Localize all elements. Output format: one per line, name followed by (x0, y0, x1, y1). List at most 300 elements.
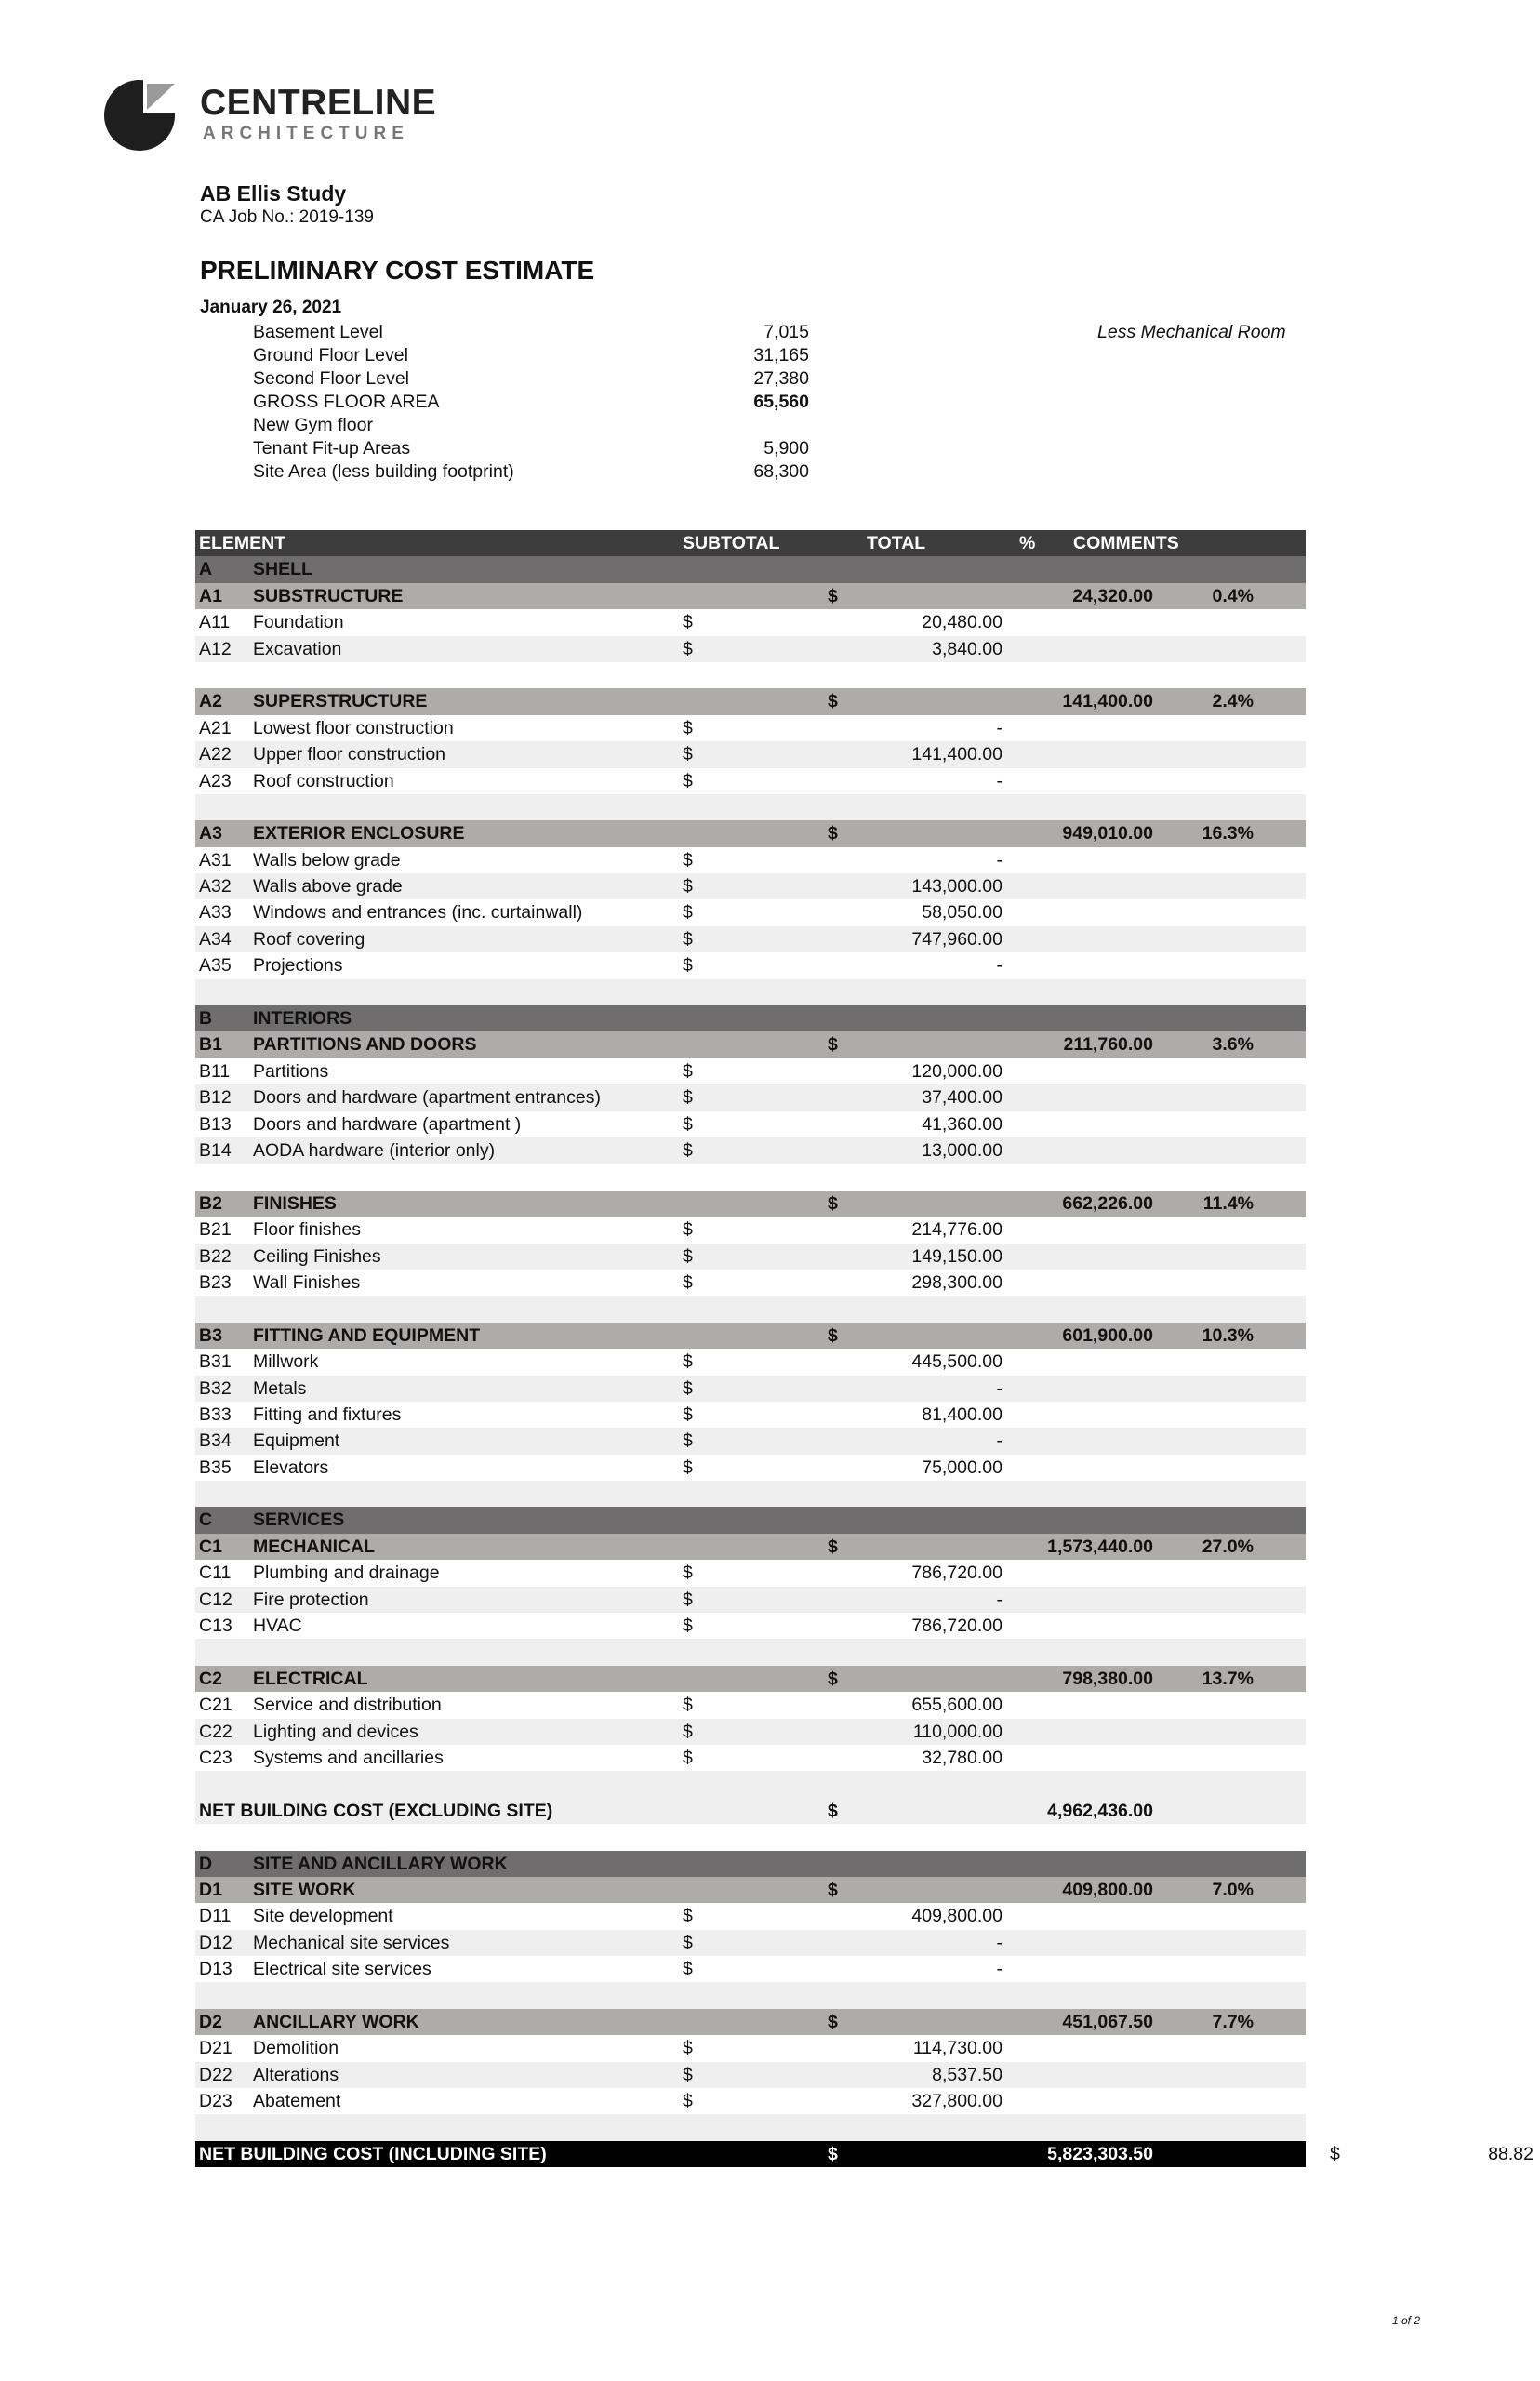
element-code: D23 (199, 2091, 232, 2112)
table-row (195, 2088, 1306, 2114)
currency-symbol: $ (828, 691, 838, 712)
currency-symbol: $ (683, 1695, 693, 1716)
element-code: B22 (199, 1245, 232, 1267)
project-title: AB Ellis Study (200, 181, 347, 206)
element-code: C23 (199, 1747, 232, 1768)
document-title: PRELIMINARY COST ESTIMATE (200, 256, 595, 285)
spacer-row (195, 2114, 1306, 2140)
percent-value: 11.4% (1202, 1192, 1254, 1214)
subtotal-value: 58,050.00 (922, 902, 1002, 924)
subtotal-value: 327,800.00 (911, 2091, 1002, 2112)
table-row (195, 1270, 1306, 1296)
element-code: D13 (199, 1959, 232, 1980)
subtotal-value: - (996, 1377, 1002, 1399)
subtotal-value: 747,960.00 (911, 928, 1002, 950)
table-row (195, 1428, 1306, 1454)
element-name: Plumbing and drainage (253, 1563, 440, 1584)
subtotal-value: 409,800.00 (911, 1906, 1002, 1927)
table-row (195, 1137, 1306, 1164)
currency-symbol: $ (683, 955, 693, 977)
area-label: Ground Floor Level (253, 345, 408, 366)
currency-symbol: $ (683, 1457, 693, 1478)
table-row (195, 2062, 1306, 2088)
division-row (195, 1851, 1306, 1877)
table-row (195, 1692, 1306, 1718)
header-element: ELEMENT (199, 533, 286, 553)
element-code: A31 (199, 849, 232, 871)
element-name: SUPERSTRUCTURE (253, 691, 428, 712)
subtotal-value: - (996, 849, 1002, 871)
element-name: INTERIORS (253, 1008, 352, 1030)
currency-symbol: $ (828, 1800, 838, 1821)
table-row (195, 1376, 1306, 1402)
subtotal-value: 3,840.00 (932, 638, 1002, 659)
subtotal-value: 32,780.00 (922, 1747, 1002, 1768)
table-row (195, 926, 1306, 952)
element-name: PARTITIONS AND DOORS (253, 1034, 477, 1056)
table-row (195, 952, 1306, 978)
subtotal-value: 114,730.00 (912, 2038, 1002, 2059)
currency-symbol: $ (683, 1589, 693, 1610)
element-name: SUBSTRUCTURE (253, 585, 404, 606)
area-row (253, 344, 1313, 367)
subtotal-value: - (996, 1959, 1002, 1980)
area-label: Basement Level (253, 322, 383, 342)
section-row (195, 1877, 1306, 1903)
table-row (195, 1903, 1306, 1929)
section-row (195, 1031, 1306, 1057)
element-name: Foundation (253, 612, 344, 633)
brand-subtitle: ARCHITECTURE (203, 124, 409, 143)
element-name: SERVICES (253, 1510, 345, 1531)
element-name: Floor finishes (253, 1219, 361, 1241)
element-name: Upper floor construction (253, 744, 446, 765)
element-name: SHELL (253, 559, 312, 580)
section-row (195, 2009, 1306, 2035)
spacer-row (195, 1296, 1306, 1322)
total-value: 1,573,440.00 (1047, 1536, 1153, 1557)
section-row (195, 583, 1306, 609)
currency-symbol: $ (683, 1721, 693, 1742)
currency-symbol: $ (683, 1906, 693, 1927)
element-code: A22 (199, 744, 232, 765)
currency-symbol: $ (683, 638, 693, 659)
currency-symbol: $ (683, 1351, 693, 1373)
table-row (195, 2035, 1306, 2061)
element-code: C1 (199, 1536, 222, 1557)
currency-symbol: $ (683, 1271, 693, 1293)
subtotal-value: - (996, 717, 1002, 738)
element-name: Equipment (253, 1430, 340, 1452)
currency-symbol: $ (828, 1668, 838, 1689)
element-code: C (199, 1510, 213, 1531)
spacer-row (195, 794, 1306, 820)
element-name: Doors and hardware (apartment ) (253, 1113, 522, 1135)
element-name: Roof construction (253, 770, 394, 791)
table-row (195, 1349, 1306, 1375)
subtotal-value: 786,720.00 (911, 1563, 1002, 1584)
element-name: Lighting and devices (253, 1721, 418, 1742)
table-row (195, 1587, 1306, 1613)
spacer-row (195, 1771, 1306, 1797)
element-name: Roof covering (253, 928, 365, 950)
header-percent: % (1019, 533, 1036, 553)
element-name: Windows and entrances (inc. curtainwall) (253, 902, 583, 924)
table-row (195, 1244, 1306, 1270)
total-value: 211,760.00 (1063, 1034, 1153, 1056)
element-code: B21 (199, 1219, 232, 1241)
subtotal-value: 41,360.00 (922, 1113, 1002, 1135)
total-value: 662,226.00 (1062, 1192, 1153, 1214)
spacer-row (195, 1639, 1306, 1665)
area-value: 27,380 (753, 368, 809, 389)
header-subtotal: SUBTOTAL (683, 533, 780, 553)
element-code: A (199, 559, 213, 580)
area-row (253, 414, 1313, 437)
currency-symbol: $ (683, 2038, 693, 2059)
spacer-row (195, 662, 1306, 688)
element-code: A2 (199, 691, 222, 712)
element-code: B23 (199, 1271, 232, 1293)
area-row (253, 437, 1313, 460)
element-code: B13 (199, 1113, 232, 1135)
division-row (195, 1507, 1306, 1533)
element-code: A21 (199, 717, 232, 738)
element-code: A23 (199, 770, 232, 791)
element-code: A12 (199, 638, 232, 659)
element-name: ELECTRICAL (253, 1668, 368, 1689)
element-code: C2 (199, 1668, 222, 1689)
element-name: Elevators (253, 1457, 329, 1478)
element-code: B (199, 1008, 213, 1030)
table-row (195, 1956, 1306, 1982)
brand-name: CENTRELINE (200, 83, 437, 123)
table-row (195, 847, 1306, 873)
table-row (195, 636, 1306, 662)
element-name: Millwork (253, 1351, 319, 1373)
area-value: 5,900 (763, 438, 809, 459)
total-value: 451,067.50 (1062, 2011, 1153, 2032)
element-code: B11 (199, 1060, 231, 1082)
table-row (195, 609, 1306, 635)
element-code: D2 (199, 2011, 222, 2032)
subtotal-value: - (996, 1430, 1002, 1452)
area-label: Tenant Fit-up Areas (253, 438, 411, 459)
element-name: Partitions (253, 1060, 329, 1082)
element-code: D21 (199, 2038, 232, 2059)
percent-value: 27.0% (1201, 1536, 1254, 1557)
element-name: Walls above grade (253, 876, 403, 898)
element-name: Demolition (253, 2038, 339, 2059)
currency-symbol: $ (683, 1377, 693, 1399)
element-name: Mechanical site services (253, 1932, 450, 1953)
element-name: NET BUILDING COST (EXCLUDING SITE) (199, 1800, 553, 1821)
currency-symbol: $ (683, 612, 693, 633)
section-row (195, 820, 1306, 846)
currency-symbol: $ (683, 717, 693, 738)
currency-symbol: $ (1330, 2143, 1340, 2164)
currency-symbol: $ (683, 876, 693, 898)
area-row (253, 367, 1313, 391)
currency-symbol: $ (683, 1139, 693, 1161)
element-name: Service and distribution (253, 1695, 442, 1716)
element-code: C12 (199, 1589, 232, 1610)
element-name: Doors and hardware (apartment entrances) (253, 1087, 601, 1109)
subtotal-value: - (996, 1932, 1002, 1953)
total-value: 4,962,436.00 (1047, 1800, 1153, 1821)
element-name: FINISHES (253, 1192, 337, 1214)
element-name: Wall Finishes (253, 1271, 361, 1293)
total-value: 141,400.00 (1062, 691, 1153, 712)
currency-symbol: $ (828, 823, 838, 845)
subtotal-value: 81,400.00 (922, 1403, 1002, 1425)
percent-value: 3.6% (1212, 1034, 1254, 1056)
total-value: 24,320.00 (1072, 585, 1153, 606)
table-row (195, 1455, 1306, 1481)
currency-symbol: $ (828, 585, 838, 606)
subtotal-value: 655,600.00 (911, 1695, 1002, 1716)
currency-symbol: $ (683, 1616, 693, 1637)
subtotal-value: 13,000.00 (922, 1139, 1002, 1161)
element-code: B2 (199, 1192, 222, 1214)
currency-symbol: $ (683, 902, 693, 924)
currency-symbol: $ (683, 1747, 693, 1768)
subtotal-value: 214,776.00 (911, 1219, 1002, 1241)
element-name: Abatement (253, 2091, 341, 2112)
subtotal-value: 141,400.00 (911, 744, 1002, 765)
currency-symbol: $ (683, 770, 693, 791)
area-label: New Gym floor (253, 415, 373, 435)
section-row (195, 1666, 1306, 1692)
element-code: D22 (199, 2064, 232, 2085)
spacer-row (195, 1824, 1306, 1850)
percent-value: 10.3% (1201, 1324, 1254, 1346)
subtotal-value: 75,000.00 (922, 1457, 1002, 1478)
element-name: FITTING AND EQUIPMENT (253, 1324, 481, 1346)
subtotal-value: 8,537.50 (932, 2064, 1002, 2085)
area-row (253, 460, 1313, 484)
element-name: Fire protection (253, 1589, 369, 1610)
total-value: 949,010.00 (1062, 823, 1153, 845)
element-name: Alterations (253, 2064, 339, 2085)
element-name: SITE WORK (253, 1879, 356, 1900)
section-row (195, 1534, 1306, 1560)
element-name: EXTERIOR ENCLOSURE (253, 823, 465, 845)
subtotal-value: - (996, 955, 1002, 977)
element-name: Site development (253, 1906, 393, 1927)
area-value: 68,300 (753, 461, 809, 482)
currency-symbol: $ (683, 1113, 693, 1135)
table-row (195, 715, 1306, 741)
currency-symbol: $ (828, 1324, 838, 1346)
section-row (195, 1190, 1306, 1217)
table-row (195, 1402, 1306, 1428)
element-name: HVAC (253, 1616, 302, 1637)
element-name: Projections (253, 955, 343, 977)
element-name: Systems and ancillaries (253, 1747, 444, 1768)
division-row (195, 556, 1306, 582)
table-row (195, 1560, 1306, 1586)
total-value: 601,900.00 (1062, 1324, 1153, 1346)
currency-symbol: $ (683, 1245, 693, 1267)
table-header-row (195, 530, 1306, 556)
table-row (195, 1613, 1306, 1639)
currency-symbol: $ (683, 928, 693, 950)
spacer-row (195, 1982, 1306, 2008)
currency-symbol: $ (683, 849, 693, 871)
element-name: Electrical site services (253, 1959, 431, 1980)
currency-symbol: $ (683, 1430, 693, 1452)
section-row (195, 1323, 1306, 1349)
total-value: 798,380.00 (1062, 1668, 1153, 1689)
element-name: ANCILLARY WORK (253, 2011, 419, 2032)
currency-symbol: $ (828, 2011, 838, 2032)
element-code: B31 (199, 1351, 232, 1373)
table-row (195, 1058, 1306, 1084)
spacer-row (195, 2167, 1306, 2193)
division-row (195, 1005, 1306, 1031)
subtotal-value: 110,000.00 (912, 1721, 1002, 1742)
element-code: B14 (199, 1139, 232, 1161)
section-row (195, 688, 1306, 714)
table-row (195, 1111, 1306, 1137)
element-name: AODA hardware (interior only) (253, 1139, 496, 1161)
currency-symbol: $ (828, 1192, 838, 1214)
element-code: B32 (199, 1377, 232, 1399)
document-date: January 26, 2021 (200, 298, 342, 317)
element-code: A3 (199, 823, 222, 845)
cost-estimate-table (195, 530, 1533, 2194)
page-number: 1 of 2 (1392, 2314, 1421, 2327)
element-name: NET BUILDING COST (INCLUDING SITE) (199, 2143, 547, 2164)
area-label: Second Floor Level (253, 368, 410, 389)
percent-value: 13.7% (1201, 1668, 1254, 1689)
currency-symbol: $ (828, 1536, 838, 1557)
subtotal-value: 445,500.00 (911, 1351, 1002, 1373)
element-code: B35 (199, 1457, 232, 1478)
area-value: 65,560 (753, 392, 809, 412)
element-code: A11 (199, 612, 231, 633)
element-code: B1 (199, 1034, 222, 1056)
element-code: C21 (199, 1695, 232, 1716)
subtotal-value: 786,720.00 (911, 1616, 1002, 1637)
element-code: A34 (199, 928, 232, 950)
element-code: B34 (199, 1430, 232, 1452)
job-number: CA Job No.: 2019-139 (200, 207, 374, 227)
currency-symbol: $ (828, 1879, 838, 1900)
currency-symbol: $ (828, 1034, 838, 1056)
table-row (195, 1745, 1306, 1771)
table-row (195, 741, 1306, 767)
area-row (253, 321, 1313, 344)
centreline-logo-icon (102, 79, 180, 152)
element-code: B12 (199, 1087, 232, 1109)
element-code: B3 (199, 1324, 222, 1346)
element-code: D11 (199, 1906, 232, 1927)
currency-symbol: $ (683, 1932, 693, 1953)
header-total: TOTAL (867, 533, 926, 553)
element-code: A35 (199, 955, 232, 977)
spacer-row (195, 1481, 1306, 1507)
total-value: 5,823,303.50 (1047, 2143, 1153, 2164)
spacer-row (195, 1164, 1306, 1190)
subtotal-value: - (996, 770, 1002, 791)
subtotal-value: 120,000.00 (911, 1060, 1002, 1082)
table-row (195, 873, 1306, 899)
currency-symbol: $ (683, 1403, 693, 1425)
element-code: D12 (199, 1932, 232, 1953)
area-value: 31,165 (753, 345, 809, 366)
percent-value: 0.4% (1212, 585, 1254, 606)
currency-symbol: $ (683, 1087, 693, 1109)
element-name: Excavation (253, 638, 342, 659)
element-code: A33 (199, 902, 232, 924)
element-name: Walls below grade (253, 849, 401, 871)
area-label: GROSS FLOOR AREA (253, 392, 440, 412)
subtotal-value: 149,150.00 (911, 1245, 1002, 1267)
percent-value: 7.7% (1212, 2011, 1254, 2032)
element-code: D1 (199, 1879, 222, 1900)
area-label: Site Area (less building footprint) (253, 461, 514, 482)
element-code: C22 (199, 1721, 232, 1742)
cost-per-area-value: 88.82 (1488, 2143, 1533, 2164)
table-row (195, 899, 1306, 925)
table-row (195, 1719, 1306, 1745)
currency-symbol: $ (683, 1219, 693, 1241)
subtotal-value: 143,000.00 (911, 876, 1002, 898)
grand-total-row (195, 2141, 1533, 2167)
table-row (195, 1084, 1306, 1111)
area-value: 7,015 (763, 322, 809, 342)
table-row (195, 1217, 1306, 1243)
area-summary (253, 321, 1313, 484)
currency-symbol: $ (683, 744, 693, 765)
element-code: C11 (199, 1563, 232, 1584)
percent-value: 7.0% (1212, 1879, 1254, 1900)
element-name: SITE AND ANCILLARY WORK (253, 1853, 508, 1874)
net-cost-row (195, 1798, 1306, 1824)
area-row (253, 391, 1313, 414)
company-logo (102, 79, 493, 153)
element-name: Fitting and fixtures (253, 1403, 402, 1425)
table-row (195, 1930, 1306, 1956)
subtotal-value: 37,400.00 (922, 1087, 1002, 1109)
percent-value: 16.3% (1201, 823, 1254, 845)
area-note: Less Mechanical Room (1097, 322, 1286, 342)
element-name: Metals (253, 1377, 307, 1399)
currency-symbol: $ (828, 2143, 838, 2164)
element-code: A1 (199, 585, 222, 606)
header-comments: COMMENTS (1073, 533, 1179, 553)
subtotal-value: 20,480.00 (922, 612, 1002, 633)
currency-symbol: $ (683, 1060, 693, 1082)
currency-symbol: $ (683, 1563, 693, 1584)
element-code: A32 (199, 876, 232, 898)
element-code: D (199, 1853, 213, 1874)
subtotal-value: - (996, 1589, 1002, 1610)
element-code: B33 (199, 1403, 232, 1425)
element-name: MECHANICAL (253, 1536, 376, 1557)
subtotal-value: 298,300.00 (911, 1271, 1002, 1293)
element-code: C13 (199, 1616, 232, 1637)
currency-symbol: $ (683, 2091, 693, 2112)
table-row (195, 768, 1306, 794)
total-value: 409,800.00 (1062, 1879, 1153, 1900)
spacer-row (195, 979, 1306, 1005)
element-name: Ceiling Finishes (253, 1245, 381, 1267)
element-name: Lowest floor construction (253, 717, 454, 738)
percent-value: 2.4% (1212, 691, 1254, 712)
